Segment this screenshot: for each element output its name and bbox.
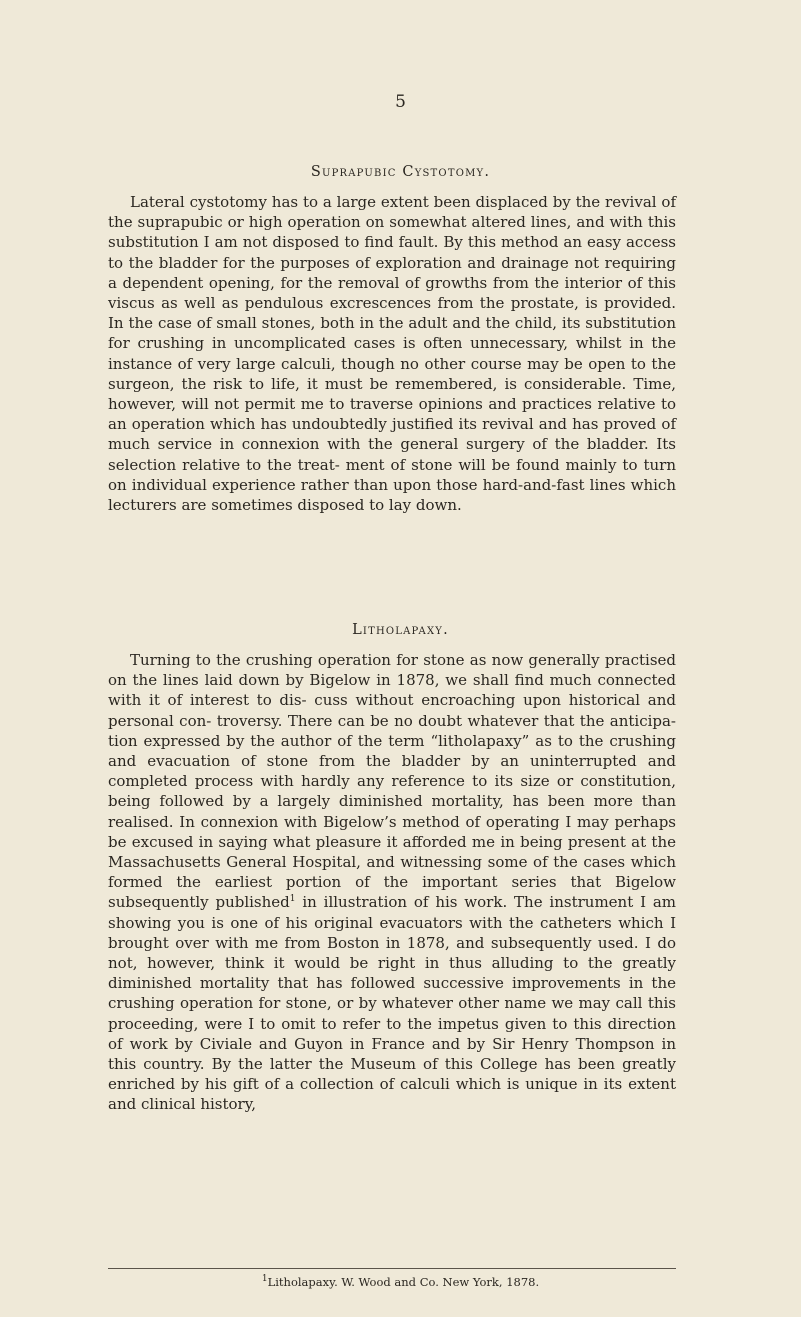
- litholapaxy-text-part-1: Turning to the crushing operation for stone as now generally practised on the lines laid down by Bigelow in 1878, we shall find much connected with it of interest to dis- cuss without encroaching upon historical and personal con- troversy. There can be no doubt whatever that the anticipa- tion expressed by the author of the term “litholapaxy” as to the crushing and evacuation of stone from the bladder by an uninterrupted and completed process with hardly any reference to its size or constitution, being followed by a largely diminished mortality, has been more than realised. In connexion with Bigelow’s method of operating I may perhaps be excused in saying what pleasure it afforded me in being present at the Massachusetts General Hospital, and witnessing some of the cases which formed the earliest portion of the important series that Bigelow subsequently published: [108, 651, 676, 912]
- footnote-mark: 1: [261, 1274, 268, 1285]
- footnote-text: Litholapaxy. W. Wood and Co. New York, 1878.: [267, 1275, 540, 1289]
- section-heading-litholapaxy: Litholapaxy.: [352, 622, 449, 638]
- body-paragraph-cystotomy: Lateral cystotomy has to a large extent been displaced by the revival of the suprapubic or high operation on somewhat altered lines, and with this substitution I am not disposed to find fault. By this method an easy access to the bladder for the purposes of exploration and drainage not requiring a dependent opening, for the removal of growths from the interior of this viscus as well as pendulous excrescences from the prostate, is provided. In the case of small stones, both in the adult and the child, its substitution for crushing in uncomplicated cases is often unnecessary, whilst in the instance of very large calculi, though no other course may be open to the surgeon, the risk to life, it must be remembered, is considerable. Time, however, will not permit me to traverse opinions and practices relative to an operation which has undoubtedly justified its revival and has proved of much service in connexion with the general surgery of the bladder. Its selection relative to the treat- ment of stone will be found mainly to turn on individual experience rather than upon those hard-and-fast lines which lecturers are sometimes disposed to lay down.: [108, 193, 676, 515]
- section-heading-suprapubic-cystotomy: Suprapubic Cystotomy.: [310, 164, 491, 180]
- body-paragraph-litholapaxy: [108, 650, 676, 1115]
- footnote-rule: [108, 1268, 676, 1269]
- footnote-reference: 1: [289, 894, 296, 905]
- footnote: [0, 1275, 801, 1289]
- page-number: 5: [395, 92, 406, 112]
- litholapaxy-text-part-2: in illustration of his work. The instrument I am showing you is one of his original evacuators with the catheters which I brought over with me from Boston in 1878, and subsequently used. I do not, however, think it would be right in thus alluding to the greatly diminished mortality that has followed successive improvements in the crushing operation for stone, or by whatever other name we may call this proceeding, were I to omit to refer to the impetus given to this direction of work by Civiale and Guyon in France and by Sir Henry Thompson in this country. By the latter the Museum of this College has been greatly enriched by his gift of a collection of calculi which is unique in its extent and clinical history,: [108, 893, 677, 1114]
